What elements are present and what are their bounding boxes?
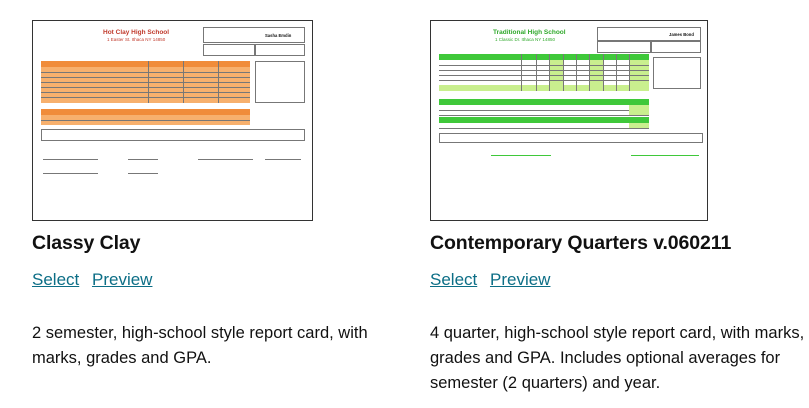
thumbnail-grade-box: [255, 44, 305, 56]
thumbnail-grading-scale: [653, 57, 701, 89]
template-description: 2 semester, high-school style report card, with marks, grades and GPA.: [32, 324, 368, 367]
template-actions: [430, 270, 558, 290]
select-link[interactable]: Select: [32, 270, 80, 289]
preview-link[interactable]: Preview: [489, 270, 551, 289]
template-description: 4 quarter, high-school style report card, with marks, grades and GPA. Includes optional averages for semester (2 quarters) and year.: [430, 324, 805, 392]
template-title: Classy Clay: [32, 232, 141, 254]
thumbnail-student-name: Sasha Emdin: [265, 33, 292, 38]
template-thumbnail[interactable]: [430, 20, 708, 221]
thumbnail-comments-box: [439, 133, 703, 143]
thumbnail-comments-box: [41, 129, 305, 141]
thumbnail-grade-box: [651, 41, 701, 53]
thumbnail-school-name: Traditional High School: [493, 29, 566, 36]
thumbnail-teacher-box: [597, 41, 651, 53]
thumbnail-term-box: [203, 44, 255, 56]
thumbnail-school-address: 1 Easter St. Ithaca NY 14850: [107, 37, 166, 42]
thumbnail-student-name: James Bond: [669, 32, 694, 37]
preview-link[interactable]: Preview: [91, 270, 153, 289]
template-actions: [32, 270, 160, 290]
thumbnail-school-address: 1 Classic Dr. Ithaca NY 14850: [495, 37, 555, 42]
thumbnail-gpa-row: [439, 85, 649, 91]
thumbnail-attendance-header: [439, 99, 649, 105]
template-title: Contemporary Quarters v.060211: [430, 232, 732, 254]
thumbnail-school-name: Hot Clay High School: [103, 29, 170, 36]
template-thumbnail[interactable]: [32, 20, 313, 221]
thumbnail-grading-scale: [255, 61, 305, 103]
thumbnail-conduct-header: [439, 117, 649, 123]
select-link[interactable]: Select: [430, 270, 478, 289]
